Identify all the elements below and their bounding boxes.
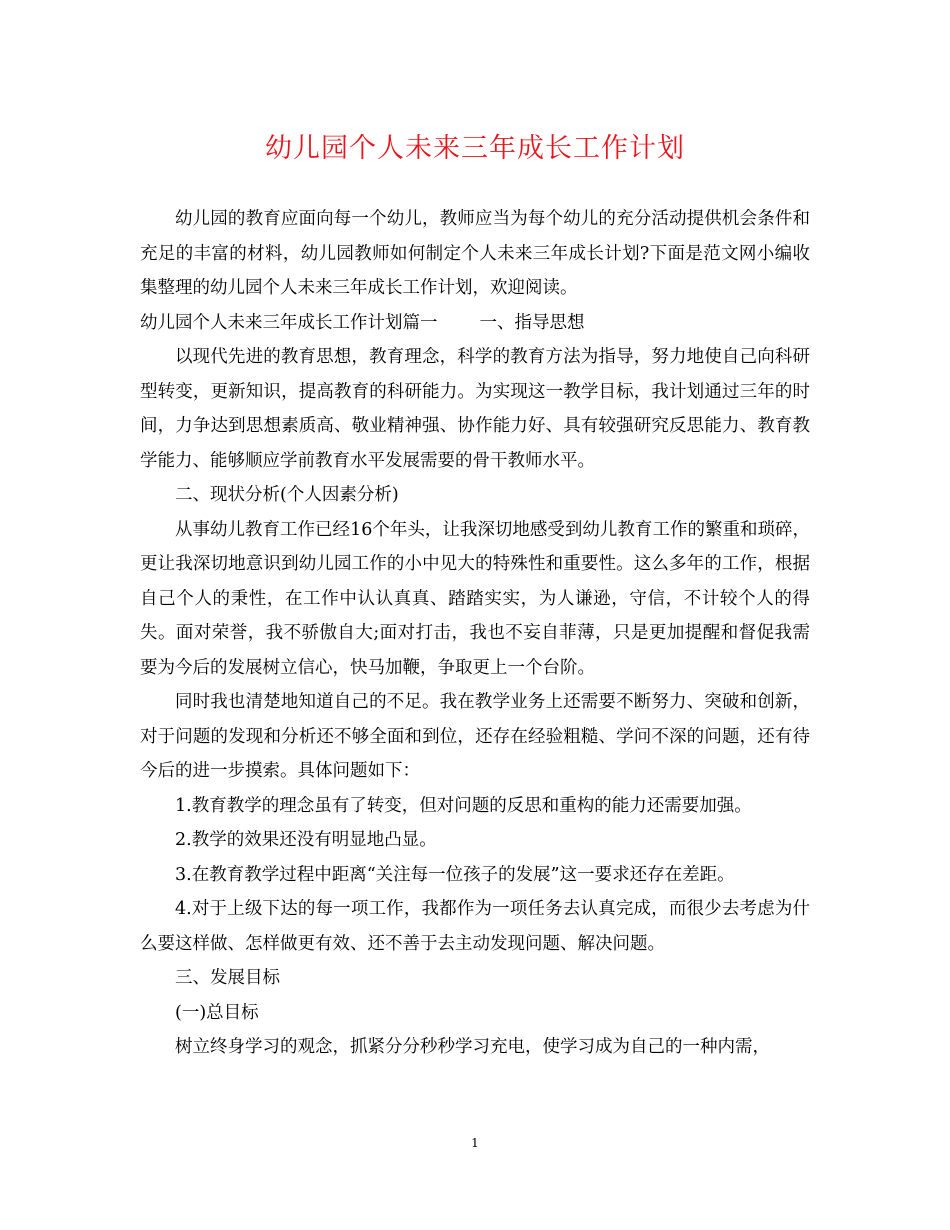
problem-item-4: 4.对于上级下达的每一项工作，我都作为一项任务去认真完成，而很少去考虑为什么要这样做、怎样做更有效、还不善于去主动发现问题、解决问题。 [140, 899, 810, 954]
intro-paragraph: 幼儿园的教育应面向每一个幼儿，教师应当为每个幼儿的充分活动提供机会条件和充足的丰富的材料，幼儿园教师如何制定个人未来三年成长计划?下面是范文网小编收集整理的幼儿园个人未来三年成长工作计划，欢迎阅读。 [140, 209, 810, 298]
guiding-heading: 一、指导思想 [479, 312, 585, 333]
analysis-paragraph-2: 同时我也清楚地知道自己的不足。我在教学业务上还需要不断努力、突破和创新，对于问题的发现和分析还不够全面和到位，还存在经验粗糙、学问不深的问题，还有待今后的进一步摸索。具体问题如下： [140, 692, 810, 781]
guiding-paragraph: 以现代先进的教育思想，教育理念，科学的教育方法为指导，努力地使自己向科研型转变，更新知识，提高教育的科研能力。为实现这一教学目标，我计划通过三年的时间，力争达到思想素质高、敬业精神强、协作能力好、具有较强研究反思能力、教育教学能力、能够顺应学前教育水平发展需要的骨干教师水平。 [140, 347, 810, 471]
page-number: 1 [471, 1136, 479, 1150]
problem-item-3: 3.在教育教学过程中距离“关注每一位孩子的发展”这一要求还存在差距。 [175, 864, 735, 885]
problem-item-1: 1.教育教学的理念虽有了转变，但对问题的反思和重构的能力还需要加强。 [175, 795, 752, 816]
overall-goal-heading: (一)总目标 [175, 1002, 259, 1023]
analysis-heading: 二、现状分析(个人因素分析) [175, 485, 399, 505]
section-heading-title: 幼儿园个人未来三年成长工作计划篇一 [140, 312, 438, 333]
document-title: 幼儿园个人未来三年成长工作计划 [265, 133, 685, 164]
document-body [140, 202, 810, 1065]
problem-item-2: 2.教学的效果还没有明显地凸显。 [175, 830, 437, 850]
overall-goal-paragraph: 树立终身学习的观念，抓紧分分秒秒学习充电，使学习成为自己的一种内需， [175, 1037, 770, 1057]
analysis-paragraph-1: 从事幼儿教育工作已经16个年头，让我深切地感受到幼儿教育工作的繁重和琐碎，更让我深切地意识到幼儿园工作的小中见大的特殊性和重要性。这么多年的工作，根据自己个人的秉性，在工作中认认真真、踏踏实实，为人谦逊，守信，不计较个人的得失。面对荣誉，我不骄傲自大;面对打击，我也不妄自菲薄，只是更加提醒和督促我需要为今后的发展树立信心，快马加鞭，争取更上一个台阶。 [140, 519, 810, 678]
section-heading [140, 306, 810, 341]
goals-heading: 三、发展目标 [175, 968, 280, 988]
